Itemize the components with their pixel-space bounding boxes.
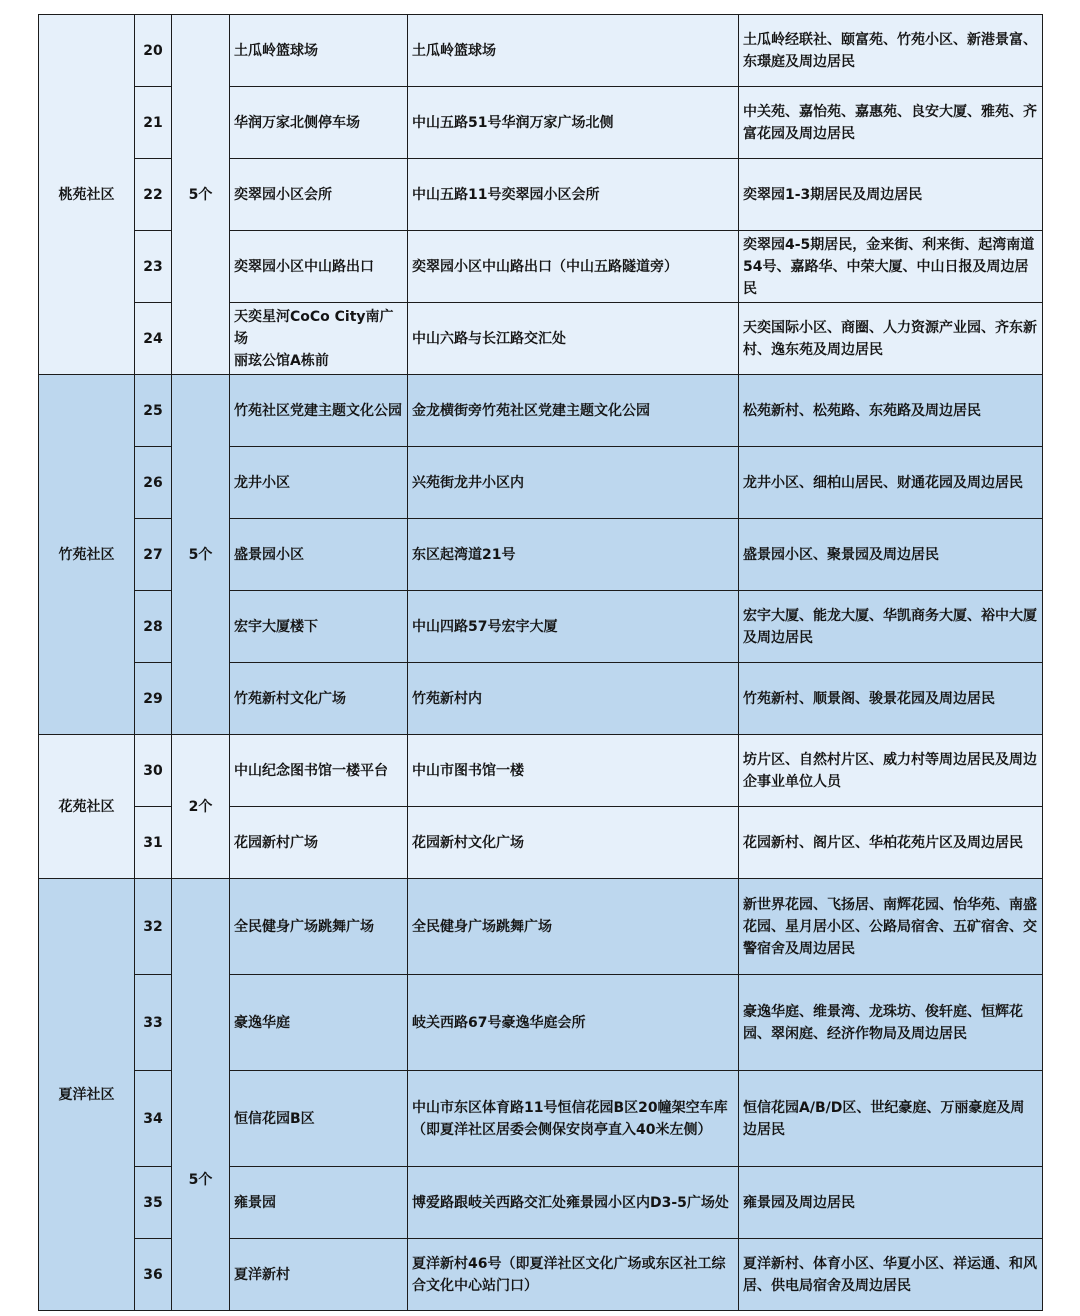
- site-number: 29: [135, 663, 172, 735]
- community-cell: 花苑社区: [39, 735, 135, 879]
- site-address: 夏洋新村46号（即夏洋社区文化广场或东区社工综合文化中心站门口）: [408, 1239, 739, 1311]
- site-address: 中山六路与长江路交汇处: [408, 303, 739, 375]
- site-number: 22: [135, 159, 172, 231]
- served-residents: 夏洋新村、体育小区、华夏小区、祥运通、和风居、供电局宿舍及周边居民: [739, 1239, 1043, 1311]
- site-address: 奕翠园小区中山路出口（中山五路隧道旁）: [408, 231, 739, 303]
- site-number: 26: [135, 447, 172, 519]
- site-number: 27: [135, 519, 172, 591]
- site-name: 中山纪念图书馆一楼平台: [230, 735, 408, 807]
- site-count: 5个: [172, 15, 230, 375]
- site-name: 夏洋新村: [230, 1239, 408, 1311]
- site-address: 花园新村文化广场: [408, 807, 739, 879]
- site-number: 21: [135, 87, 172, 159]
- served-residents: 盛景园小区、聚景园及周边居民: [739, 519, 1043, 591]
- site-number: 25: [135, 375, 172, 447]
- served-residents: 恒信花园A/B/D区、世纪豪庭、万丽豪庭及周边居民: [739, 1071, 1043, 1167]
- site-number: 24: [135, 303, 172, 375]
- site-name: 豪逸华庭: [230, 975, 408, 1071]
- served-residents: 奕翠园1-3期居民及周边居民: [739, 159, 1043, 231]
- table-row: [39, 879, 1043, 975]
- served-residents: 新世界花园、飞扬居、南辉花园、怡华苑、南盛花园、星月居小区、公路局宿舍、五矿宿舍、交警宿舍及周边居民: [739, 879, 1043, 975]
- site-address: 兴苑街龙井小区内: [408, 447, 739, 519]
- table-row: [39, 735, 1043, 807]
- served-residents: 中关苑、嘉怡苑、嘉惠苑、良安大厦、雅苑、齐富花园及周边居民: [739, 87, 1043, 159]
- site-name: 华润万家北侧停车场: [230, 87, 408, 159]
- table-row: [39, 375, 1043, 447]
- site-count: 5个: [172, 879, 230, 1311]
- site-number: 31: [135, 807, 172, 879]
- site-name: 全民健身广场跳舞广场: [230, 879, 408, 975]
- site-count: 5个: [172, 375, 230, 735]
- site-address: 中山五路51号华润万家广场北侧: [408, 87, 739, 159]
- site-name: 土瓜岭篮球场: [230, 15, 408, 87]
- served-residents: 天奕国际小区、商圈、人力资源产业园、齐东新村、逸东苑及周边居民: [739, 303, 1043, 375]
- site-number: 32: [135, 879, 172, 975]
- site-address: 全民健身广场跳舞广场: [408, 879, 739, 975]
- site-address: 博爱路跟岐关西路交汇处雍景园小区内D3-5广场处: [408, 1167, 739, 1239]
- site-address: 金龙横街旁竹苑社区党建主题文化公园: [408, 375, 739, 447]
- community-cell: 桃苑社区: [39, 15, 135, 375]
- site-name: 奕翠园小区会所: [230, 159, 408, 231]
- site-count: 2个: [172, 735, 230, 879]
- site-address: 中山四路57号宏宇大厦: [408, 591, 739, 663]
- site-name: 奕翠园小区中山路出口: [230, 231, 408, 303]
- site-address: 东区起湾道21号: [408, 519, 739, 591]
- served-residents: 奕翠园4-5期居民，金来街、利来街、起湾南道54号、嘉路华、中荣大厦、中山日报及周边居民: [739, 231, 1043, 303]
- site-number: 33: [135, 975, 172, 1071]
- site-address: 土瓜岭篮球场: [408, 15, 739, 87]
- site-name: 宏宇大厦楼下: [230, 591, 408, 663]
- site-address: 竹苑新村内: [408, 663, 739, 735]
- site-address: 中山市图书馆一楼: [408, 735, 739, 807]
- site-table: [38, 14, 1043, 1311]
- site-name-line-2: 丽玹公馆A栋前: [234, 352, 329, 369]
- site-address: 中山市东区体育路11号恒信花园B区20幢架空车库（即夏洋社区居委会侧保安岗亭直入40米左侧）: [408, 1071, 739, 1167]
- community-cell: 夏洋社区: [39, 879, 135, 1311]
- site-name: 竹苑社区党建主题文化公园: [230, 375, 408, 447]
- site-number: 20: [135, 15, 172, 87]
- served-residents: 坊片区、自然村片区、威力村等周边居民及周边企事业单位人员: [739, 735, 1043, 807]
- served-residents: 豪逸华庭、维景湾、龙珠坊、俊轩庭、恒辉花园、翠闲庭、经济作物局及周边居民: [739, 975, 1043, 1071]
- site-address: 中山五路11号奕翠园小区会所: [408, 159, 739, 231]
- site-name: 花园新村广场: [230, 807, 408, 879]
- site-number: 35: [135, 1167, 172, 1239]
- site-number: 30: [135, 735, 172, 807]
- site-number: 23: [135, 231, 172, 303]
- table-row: [39, 15, 1043, 87]
- served-residents: 松苑新村、松苑路、东苑路及周边居民: [739, 375, 1043, 447]
- community-cell: 竹苑社区: [39, 375, 135, 735]
- site-name-line-1: 天奕星河CoCo City南广场: [234, 308, 394, 347]
- site-number: 28: [135, 591, 172, 663]
- site-name: 盛景园小区: [230, 519, 408, 591]
- site-name: 雍景园: [230, 1167, 408, 1239]
- site-name: 竹苑新村文化广场: [230, 663, 408, 735]
- site-number: 36: [135, 1239, 172, 1311]
- served-residents: 花园新村、阁片区、华柏花苑片区及周边居民: [739, 807, 1043, 879]
- served-residents: 雍景园及周边居民: [739, 1167, 1043, 1239]
- site-name: 龙井小区: [230, 447, 408, 519]
- served-residents: 竹苑新村、顺景阁、骏景花园及周边居民: [739, 663, 1043, 735]
- site-address: 岐关西路67号豪逸华庭会所: [408, 975, 739, 1071]
- site-name: [230, 303, 408, 375]
- site-number: 34: [135, 1071, 172, 1167]
- site-name: 恒信花园B区: [230, 1071, 408, 1167]
- served-residents: 宏宇大厦、能龙大厦、华凯商务大厦、裕中大厦及周边居民: [739, 591, 1043, 663]
- served-residents: 土瓜岭经联社、颐富苑、竹苑小区、新港景富、东璟庭及周边居民: [739, 15, 1043, 87]
- served-residents: 龙井小区、细柏山居民、财通花园及周边居民: [739, 447, 1043, 519]
